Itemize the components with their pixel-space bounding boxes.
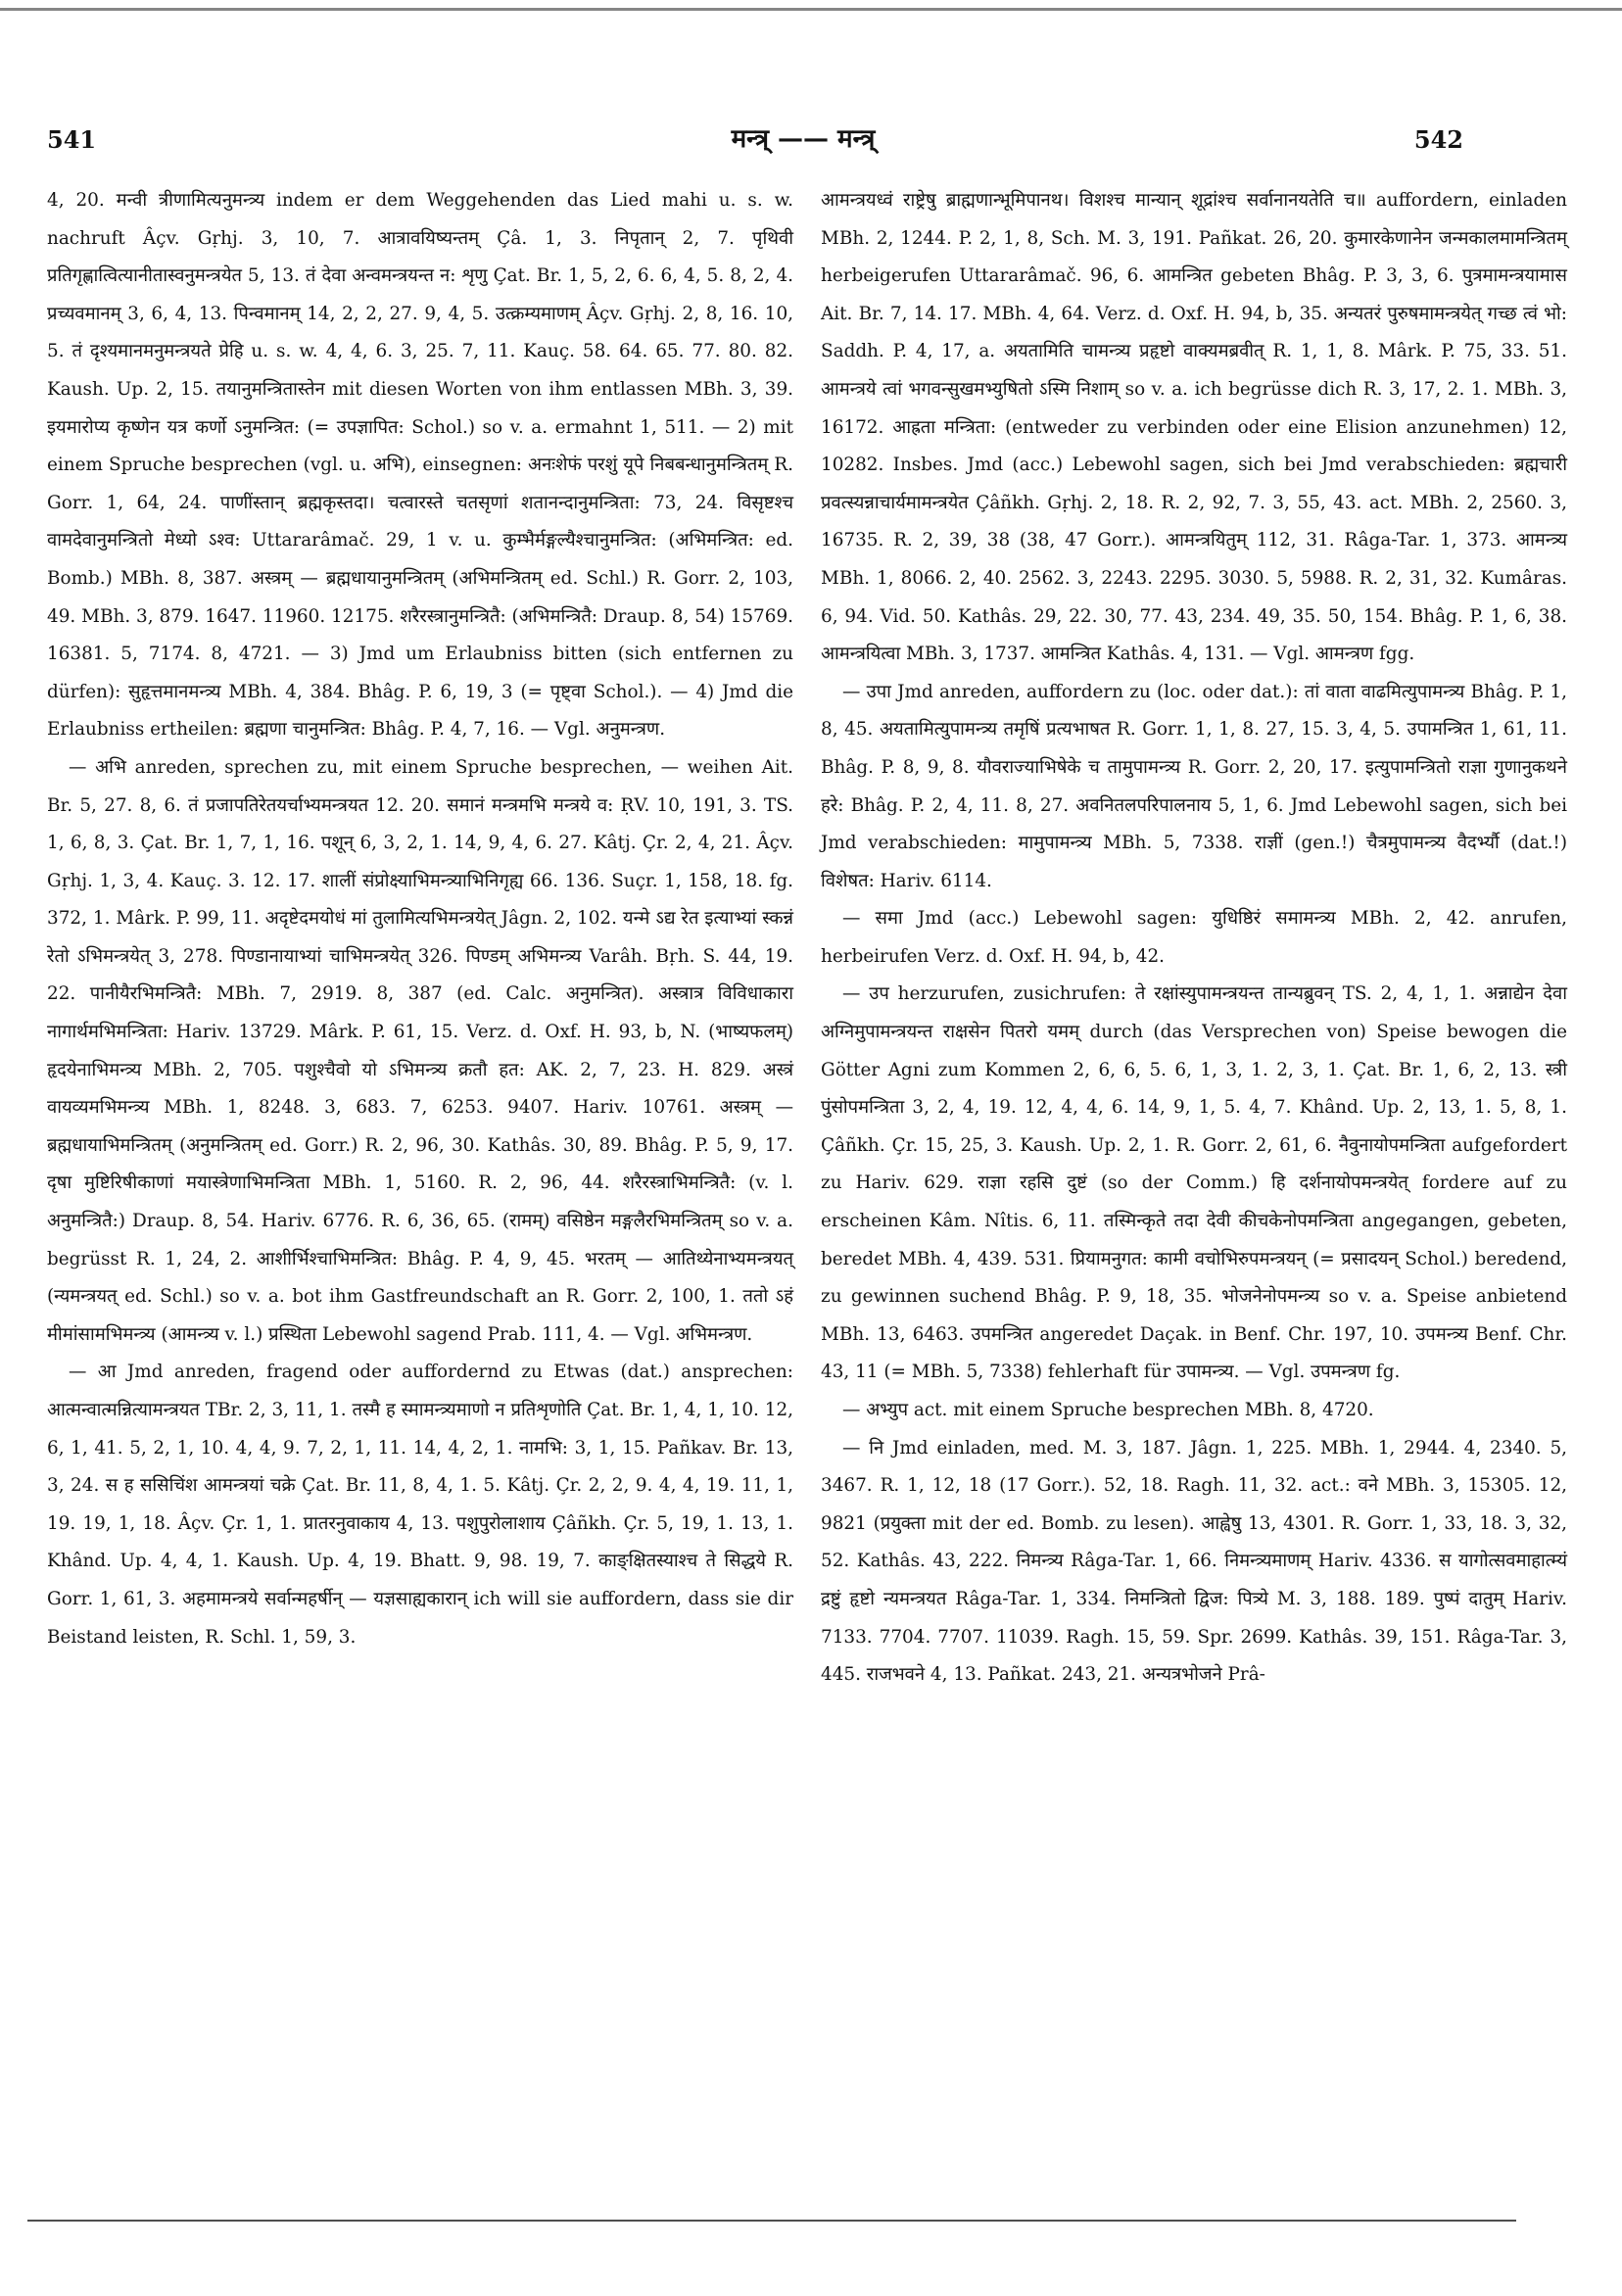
right-paragraph-3: — समा Jmd (acc.) Lebewohl sagen: युधिष्ठिरं समामन्त्र्य MBh. 2, 42. anrufen, herbeirufen Verz. d. Oxf. H. 94, b, 42.: [821, 908, 1567, 967]
left-paragraph-1: 4, 20. मन्वी त्रीणामित्यनुमन्त्र्य indem er dem Weggehenden das Lied mahi u. s. w. nachruft Âçv. Gṛhj. 3, 10, 7. आत्रावयिष्यन्तम् Çâ. 1, 3. निपृतान् 2, 7. पृथिवी प्रतिगृह्णात्वित्यानीतास्वनुमन्त्रयेत 5, 13. तं देवा अन्वमन्त्रयन्त न: शृणु Çat. Br. 1, 5, 2, 6. 6, 4, 5. 8, 2, 4. प्रच्यवमानम् 3, 6, 4, 13. पिन्वमानम् 14, 2, 2, 27. 9, 4, 5. उत्क्रम्यमाणम् Âçv. Gṛhj. 2, 8, 16. 10, 5. तं दृश्यमानमनुमन्त्रयते प्रेहि u. s. w. 4, 4, 6. 3, 25. 7, 11. Kauç. 58. 64. 65. 77. 80. 82. Kaush. Up. 2, 15. तयानुमन्त्रितास्तेन mit diesen Worten von ihm entlassen MBh. 3, 39. इयमारोप्य कृष्णेन यत्र कर्णो ऽनुमन्त्रित: (= उपज्ञापित: Schol.) so v. a. ermahnt 1, 511. — 2) mit einem Spruche besprechen (vgl. u. अभि), einsegnen: अनःशेफं परशुं यूपे निबबन्धानुमन्त्रितम् R. Gorr. 1, 64, 24. पाणींस्तान् ब्रह्मकृस्तदा। चत्वारस्ते चतसृणां शतानन्दानुमन्त्रिता: 73, 24. विसृष्टश्च वामदेवानुमन्त्रितो मेध्यो ऽश्व: Uttararâmač. 29, 1 v. u. कुम्भैर्मङ्गल्यैश्चानुमन्त्रित: (अभिमन्त्रित: ed. Bomb.) MBh. 8, 387. अस्त्रम् — ब्रह्मधायानुमन्त्रितम् (अभिमन्त्रितम् ed. Schl.) R. Gorr. 2, 103, 49. MBh. 3, 879. 1647. 11960. 12175. शरैरस्त्रानुमन्त्रितै: (अभिमन्त्रितै: Draup. 8, 54) 15769. 16381. 5, 7174. 8, 4721. — 3) Jmd um Erlaubniss bitten (sich entfernen zu dürfen): सुहृत्तमानमन्त्र्य MBh. 4, 384. Bhâg. P. 6, 19, 3 (= पृष्ट्वा Schol.). — 4) Jmd die Erlaubniss ertheilen: ब्रह्मणा चानुमन्त्रित: Bhâg. P. 4, 7, 16. — Vgl. अनुमन्त्रण.: [47, 190, 793, 741]
right-column: [821, 182, 1567, 1695]
page-header: [0, 125, 1622, 165]
left-paragraph-2: — अभि anreden, sprechen zu, mit einem Spruche besprechen, — weihen Ait. Br. 5, 27. 8, 6. तं प्रजापतिरेतयर्चाभ्यमन्त्रयत 12. 20. समानं मन्त्रमभि मन्त्रये व: ṚV. 10, 191, 3. TS. 1, 6, 8, 3. Çat. Br. 1, 7, 1, 16. पशून् 6, 3, 2, 1. 14, 9, 4, 6. 27. Kâtj. Çr. 2, 4, 21. Âçv. Gṛhj. 1, 3, 4. Kauç. 3. 12. 17. शालीं संप्रोक्ष्याभिमन्त्र्याभिनिगृह्य 66. 136. Suçr. 1, 158, 18. fg. 372, 1. Mârk. P. 99, 11. अदृष्टेदमयोधं मां तुलामित्यभिमन्त्रयेत् Jâgn. 2, 102. यन्मे ऽद्य रेत इत्याभ्यां स्कन्नं रेतो ऽभिमन्त्रयेत् 3, 278. पिण्डानायाभ्यां चाभिमन्त्रयेत् 326. पिण्डम् अभिमन्त्र्य Varâh. Bṛh. S. 44, 19. 22. पानीयैरभिमन्त्रितै: MBh. 7, 2919. 8, 387 (ed. Calc. अनुमन्त्रित). अस्त्रात्र विविधाकारा नागार्थमभिमन्त्रिता: Hariv. 13729. Mârk. P. 61, 15. Verz. d. Oxf. H. 93, b, N. (भाष्यफलम्) हृदयेनाभिमन्त्र्य MBh. 2, 705. पशुश्चैवो यो ऽभिमन्त्र्य क्रतौ हत: AK. 2, 7, 23. H. 829. अस्त्रं वायव्यमभिमन्त्र्य MBh. 1, 8248. 3, 683. 7, 6253. 9407. Hariv. 10761. अस्त्रम् — ब्रह्मधायाभिमन्त्रितम् (अनुमन्त्रितम् ed. Gorr.) R. 2, 96, 30. Kathâs. 30, 89. Bhâg. P. 5, 9, 17. दृषा मुष्टिरिषीकाणां मयास्त्रेणाभिमन्त्रिता MBh. 1, 5160. R. 2, 96, 44. शरैरस्त्राभिमन्त्रितै: (v. l. अनुमन्त्रितै:) Draup. 8, 54. Hariv. 6776. R. 6, 36, 65. (रामम्) वसिष्ठेन मङ्गलैरभिमन्त्रितम् so v. a. begrüsst R. 1, 24, 2. आशीर्भिश्चाभिमन्त्रित: Bhâg. P. 4, 9, 45. भरतम् — आतिथ्येनाभ्यमन्त्रयत् (न्यमन्त्रयत् ed. Schl.) so v. a. bot ihm Gastfreundschaft an R. Gorr. 2, 100, 1. ततो ऽहं मीमांसामभिमन्त्र्य (आमन्त्र्य v. l.) प्रस्थिता Lebewohl sagend Prab. 111, 4. — Vgl. अभिमन्त्रण.: [47, 756, 793, 1345]
running-head: मन्त्र् —— मन्त्र्: [731, 124, 876, 154]
page-number-right: 542: [1413, 125, 1463, 154]
right-paragraph-4: — उप herzurufen, zusichrufen: ते रक्षांस्युपामन्त्रयन्त तान्यब्रुवन् TS. 2, 4, 1, 1. अन्नाद्येन देवा अग्निमुपामन्त्रयन्त राक्षसेन पितरो यमम् durch (das Versprechen von) Speise bewogen die Götter Agni zum Kommen 2, 6, 6, 5. 6, 1, 3, 1. 2, 3, 1. Çat. Br. 1, 6, 2, 13. स्त्री पुंसोपमन्त्रिता 3, 2, 4, 19. 12, 4, 4, 6. 14, 9, 1, 5. 4, 7. Khând. Up. 2, 13, 1. 5, 8, 1. Çâñkh. Çr. 15, 25, 3. Kaush. Up. 2, 1. R. Gorr. 2, 61, 6. नैवुनायोपमन्त्रिता aufgefordert zu Hariv. 629. राज्ञा रहसि दुष्टं (so der Comm.) हि दर्शनायोपमन्त्रयेत् fordere auf zu erscheinen Kâm. Nîtis. 6, 11. तस्मिन्कृते तदा देवी कीचकेनोपमन्त्रिता angegangen, gebeten, beredet MBh. 4, 439. 531. प्रियामनुगत: कामी वचोभिरुपमन्त्रयन् (= प्रसादयन् Schol.) beredend, zu gewinnen suchend Bhâg. P. 9, 18, 35. भोजनेनोपमन्त्र्य so v. a. Speise anbietend MBh. 13, 6463. उपमन्त्रित angeredet Daçak. in Benf. Chr. 197, 10. उपमन्त्र्य Benf. Chr. 43, 11 (= MBh. 5, 7338) fehlerhaft für उपामन्त्र्य. — Vgl. उपमन्त्रण fg.: [821, 983, 1567, 1383]
left-column: [47, 182, 793, 1656]
right-paragraph-1: आमन्त्रयध्वं राष्ट्रेषु ब्राह्मणान्भूमिपानथ। विशश्च मान्यान् शूद्रांश्च सर्वानानयतेति च॥ auffordern, einladen MBh. 2, 1244. P. 2, 1, 8, Sch. M. 3, 191. Pañkat. 26, 20. कुमारकेणानेन जन्मकालमामन्त्रितम् herbeigerufen Uttararâmač. 96, 6. आमन्त्रित gebeten Bhâg. P. 3, 3, 6. पुत्रमामन्त्रयामास Ait. Br. 7, 14. 17. MBh. 4, 64. Verz. d. Oxf. H. 94, b, 35. अन्यतरं पुरुषमामन्त्रयेत् गच्छ त्वं भो: Saddh. P. 4, 17, a. अयतामिति चामन्त्र्य प्रहृष्टो वाक्यमब्रवीत् R. 1, 1, 8. Mârk. P. 75, 33. 51. आमन्त्रये त्वां भगवन्सुखमभ्युषितो ऽस्मि निशाम् so v. a. ich begrüsse dich R. 3, 17, 2. 1. MBh. 3, 16172. आह्रता मन्त्रिता: (entweder zu verbinden oder eine Elision anzunehmen) 12, 10282. Insbes. Jmd (acc.) Lebewohl sagen, sich bei Jmd verabschieden: ब्रह्मचारी प्रवत्स्यन्नाचार्यमामन्त्रयेत Çâñkh. Gṛhj. 2, 18. R. 2, 92, 7. 3, 55, 43. act. MBh. 2, 2560. 3, 16735. R. 2, 39, 38 (38, 47 Gorr.). आमन्त्रयितुम् 112, 31. Râga-Tar. 1, 373. आमन्त्र्य MBh. 1, 8066. 2, 40. 2562. 3, 2243. 2295. 3030. 5, 5988. R. 2, 31, 32. Kumâras. 6, 94. Vid. 50. Kathâs. 29, 22. 30, 77. 43, 234. 49, 35. 50, 154. Bhâg. P. 1, 6, 38. आमन्त्रयित्वा MBh. 3, 1737. आमन्त्रित Kathâs. 4, 131. — Vgl. आमन्त्रण fgg.: [821, 190, 1567, 665]
left-paragraph-3: — आ Jmd anreden, fragend oder auffordernd zu Etwas (dat.) ansprechen: आत्मन्वात्मन्नित्यामन्त्रयत TBr. 2, 3, 11, 1. तस्मै ह स्मामन्त्र्यमाणो न प्रतिशृणोति Çat. Br. 1, 4, 1, 10. 12, 6, 1, 41. 5, 2, 1, 10. 4, 4, 9. 7, 2, 1, 11. 14, 4, 2, 1. नामभि: 3, 1, 15. Pañkav. Br. 13, 3, 24. स ह ससिचिंश आमन्त्रयां चक्रे Çat. Br. 11, 8, 4, 1. 5. Kâtj. Çr. 2, 2, 9. 4, 4, 19. 11, 1, 19. 19, 1, 18. Âçv. Çr. 1, 1. प्रातरनुवाकाय 4, 13. पशुपुरोलाशाय Çâñkh. Çr. 5, 19, 1. 13, 1. Khând. Up. 4, 4, 1. Kaush. Up. 4, 19. Bhatt. 9, 98. 19, 7. काङ्क्षितस्याश्च ते सिद्धये R. Gorr. 1, 61, 3. अहमामन्त्रये सर्वान्महर्षीन् — यज्ञसाह्यकारान् ich will sie auffordern, dass sie dir Beistand leisten, R. Schl. 1, 59, 3.: [47, 1362, 793, 1648]
bottom-rule: [27, 2220, 1516, 2222]
top-scan-rule: [0, 8, 1622, 11]
right-paragraph-2: — उपा Jmd anreden, auffordern zu (loc. oder dat.): तां वाता वाढमित्युपामन्त्र्य Bhâg. P. 1, 8, 45. अयतामित्युपामन्त्र्य तमृषिं प्रत्यभाषत R. Gorr. 1, 1, 8. 27, 15. 3, 4, 5. उपामन्त्रित 1, 61, 11. Bhâg. P. 8, 9, 8. यौवराज्याभिषेके च तामुपामन्त्र्य R. Gorr. 2, 20, 17. इत्युपामन्त्रितो राज्ञा गुणानुकथने हरे: Bhâg. P. 2, 4, 11. 8, 27. अवनितलपरिपालनाय 5, 1, 6. Jmd Lebewohl sagen, sich bei Jmd verabschieden: मामुपामन्त्र्य MBh. 5, 7338. राज्ञीं (gen.!) चैत्रमुपामन्त्र्य वैदर्भ्यौ (dat.!) विशेषत: Hariv. 6114.: [821, 681, 1567, 891]
right-paragraph-5: — अभ्युप act. mit einem Spruche besprechen MBh. 8, 4720.: [842, 1400, 1374, 1420]
right-paragraph-6: — नि Jmd einladen, med. M. 3, 187. Jâgn. 1, 225. MBh. 1, 2944. 4, 2340. 5, 3467. R. 1, 12, 18 (17 Gorr.). 52, 18. Ragh. 11, 32. act.: वने MBh. 3, 15305. 12, 9821 (प्रयुक्ता mit der ed. Bomb. zu lesen). आह्वेषु 13, 4301. R. Gorr. 1, 33, 18. 3, 32, 52. Kathâs. 43, 222. निमन्त्र्य Râga-Tar. 1, 66. निमन्त्र्यमाणम् Hariv. 4336. स यागोत्सवमाहात्म्यं द्रष्टुं हृष्टो न्यमन्त्रयत Râga-Tar. 1, 334. निमन्त्रितो द्विज: पित्र्ये M. 3, 188. 189. पुष्पं दातुम् Hariv. 7133. 7704. 7707. 11039. Ragh. 15, 59. Spr. 2699. Kathâs. 39, 151. Râga-Tar. 3, 445. राजभवने 4, 13. Pañkat. 243, 21. अन्यत्रभोजने Prâ-: [821, 1437, 1567, 1686]
page-number-left: 541: [47, 125, 97, 154]
